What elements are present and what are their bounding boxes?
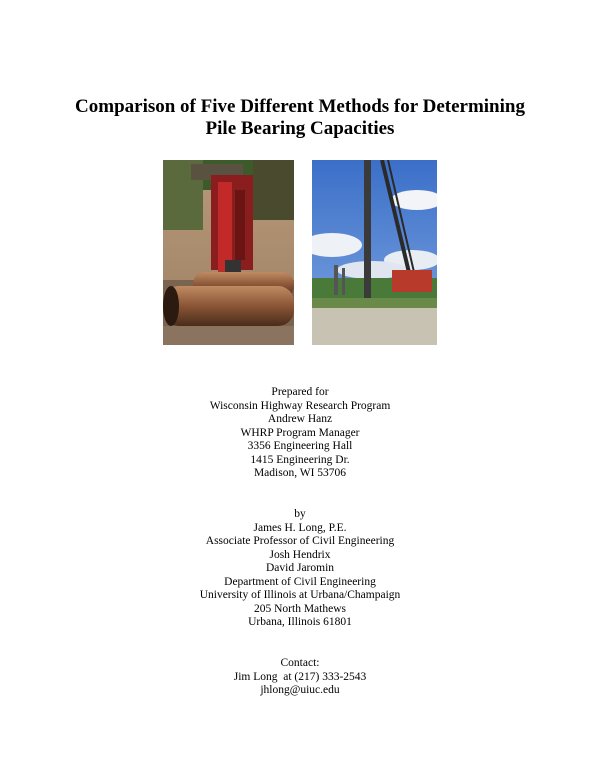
prepared-line: 1415 Engineering Dr. <box>250 453 350 466</box>
pile-driving-hammer-photo <box>163 160 294 345</box>
authors-block <box>100 508 500 630</box>
prepared-line: Madison, WI 53706 <box>253 467 347 479</box>
author-line: James H. Long, P.E. <box>253 521 347 534</box>
author-line: Josh Hendrix <box>269 548 331 561</box>
author-line: 205 North Mathews <box>254 602 346 615</box>
contact-phone: Jim Long at (217) 333-2543 <box>233 670 367 683</box>
document-title <box>40 96 560 140</box>
prepared-line: Wisconsin Highway Research Program <box>209 399 391 412</box>
title-line-2: Pile Bearing Capacities <box>205 118 395 139</box>
author-line: David Jaromin <box>265 562 335 574</box>
prepared-line: WHRP Program Manager <box>240 426 360 439</box>
prepared-line: Andrew Hanz <box>267 413 333 425</box>
author-line: Associate Professor of Civil Engineering <box>205 535 395 547</box>
contact-label: Contact: <box>280 657 320 669</box>
prepared-line: Prepared for <box>271 386 329 398</box>
author-line: Urbana, Illinois 61801 <box>248 616 352 628</box>
prepared-line: 3356 Engineering Hall <box>247 440 353 452</box>
contact-email: jhlong@uiuc.edu <box>260 684 340 696</box>
prepared-for-block <box>100 386 500 481</box>
author-line: University of Illinois at Urbana/Champaign <box>199 589 401 601</box>
author-line: Department of Civil Engineering <box>224 575 376 588</box>
contact-block <box>100 657 500 698</box>
title-line-1: Comparison of Five Different Methods for Determining <box>75 96 525 117</box>
crane-rig-photo <box>312 160 437 345</box>
author-line: by <box>294 508 306 520</box>
